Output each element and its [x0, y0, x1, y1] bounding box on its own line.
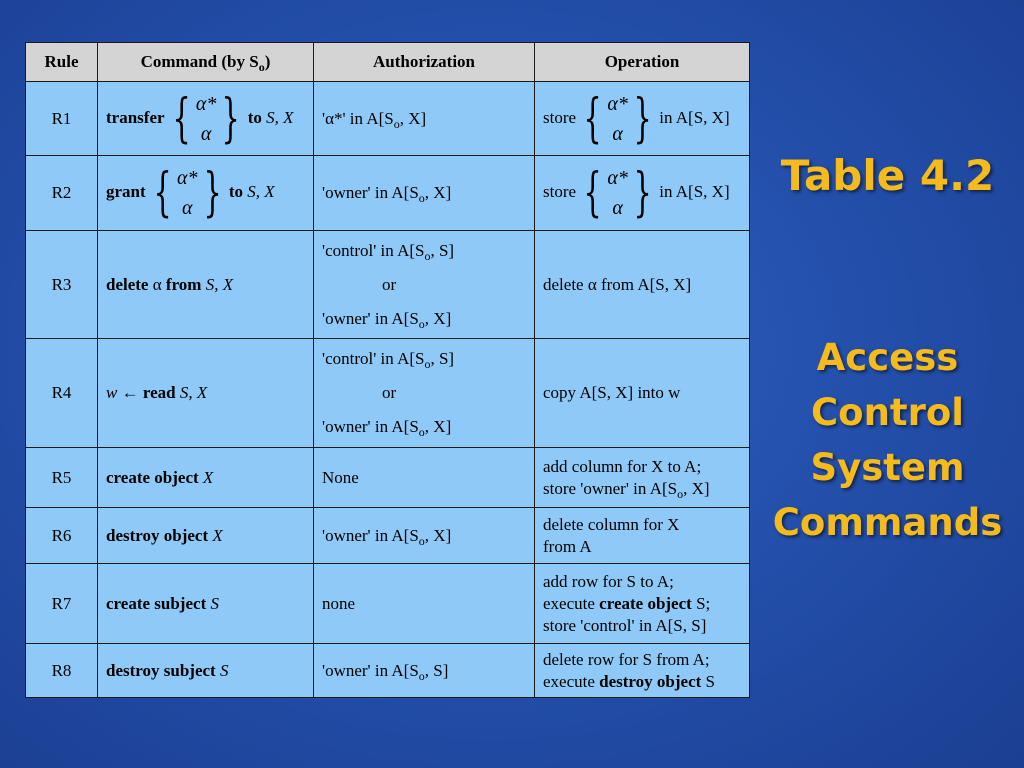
operation-cell: copy A[S, X] into w — [535, 339, 750, 448]
operation-cell: store { α* α } in A[S, X] — [535, 82, 750, 156]
table-row — [26, 82, 750, 156]
rule-id: R3 — [26, 231, 98, 339]
access-control-commands-table — [25, 42, 750, 698]
rule-id: R1 — [26, 82, 98, 156]
operation-cell: store { α* α } in A[S, X] — [535, 156, 750, 231]
header-rule: Rule — [26, 43, 98, 82]
table-row — [26, 231, 750, 339]
header-authorization: Authorization — [314, 43, 535, 82]
authorization-cell: 'control' in $A[S_o$, S] or 'owner' in $A[S_o$, X] — [314, 339, 535, 448]
authorization-cell: None — [314, 448, 535, 508]
subtitle-line: System — [810, 446, 965, 489]
operation-cell: add row for S to A; execute create object S; store 'control' in A[S, S] — [535, 564, 750, 644]
command-cell: create subject S — [98, 564, 314, 644]
command-cell: destroy subject S — [98, 644, 314, 698]
slide-subtitle — [765, 330, 1010, 550]
table-row — [26, 508, 750, 564]
header-operation: Operation — [535, 43, 750, 82]
alpha-brace: { α* α } — [172, 88, 241, 149]
rule-id: R6 — [26, 508, 98, 564]
table-row — [26, 564, 750, 644]
slide-title: Table 4.2 — [780, 151, 995, 200]
authorization-cell: 'α*' in $A[S_o$, X] — [314, 82, 535, 156]
table-row — [26, 448, 750, 508]
rule-id: R8 — [26, 644, 98, 698]
command-cell: grant { α* α } to S, X — [98, 156, 314, 231]
header-command: Command (by $S_o$) — [98, 43, 314, 82]
table-header-row — [26, 43, 750, 82]
subtitle-line: Commands — [772, 501, 1003, 544]
command-cell: destroy object X — [98, 508, 314, 564]
operation-cell: add column for X to A; store 'owner' in $A[S_o$, X] — [535, 448, 750, 508]
table-row — [26, 339, 750, 448]
operation-cell: delete row for S from A; execute destroy object S — [535, 644, 750, 698]
authorization-cell: 'owner' in $A[S_o$, S] — [314, 644, 535, 698]
rule-id: R2 — [26, 156, 98, 231]
command-cell: w ← read S, X — [98, 339, 314, 448]
rule-id: R7 — [26, 564, 98, 644]
operation-cell: delete column for X from A — [535, 508, 750, 564]
alpha-brace: { α* α } — [583, 88, 652, 149]
alpha-brace: { α* α } — [153, 163, 222, 223]
subtitle-line: Control — [811, 391, 964, 434]
authorization-cell: 'owner' in $A[S_o$, X] — [314, 156, 535, 231]
command-cell: delete α from S, X — [98, 231, 314, 339]
command-cell: create object X — [98, 448, 314, 508]
rule-id: R5 — [26, 448, 98, 508]
alpha-brace: { α* α } — [583, 163, 652, 223]
authorization-cell: 'owner' in $A[S_o$, X] — [314, 508, 535, 564]
operation-cell: delete α from A[S, X] — [535, 231, 750, 339]
subtitle-line: Access — [816, 336, 959, 379]
command-cell: transfer { α* α } to S, X — [98, 82, 314, 156]
authorization-cell: none — [314, 564, 535, 644]
table-row — [26, 644, 750, 698]
table-row — [26, 156, 750, 231]
rule-id: R4 — [26, 339, 98, 448]
authorization-cell: 'control' in $A[S_o$, S] or 'owner' in $A[S_o$, X] — [314, 231, 535, 339]
